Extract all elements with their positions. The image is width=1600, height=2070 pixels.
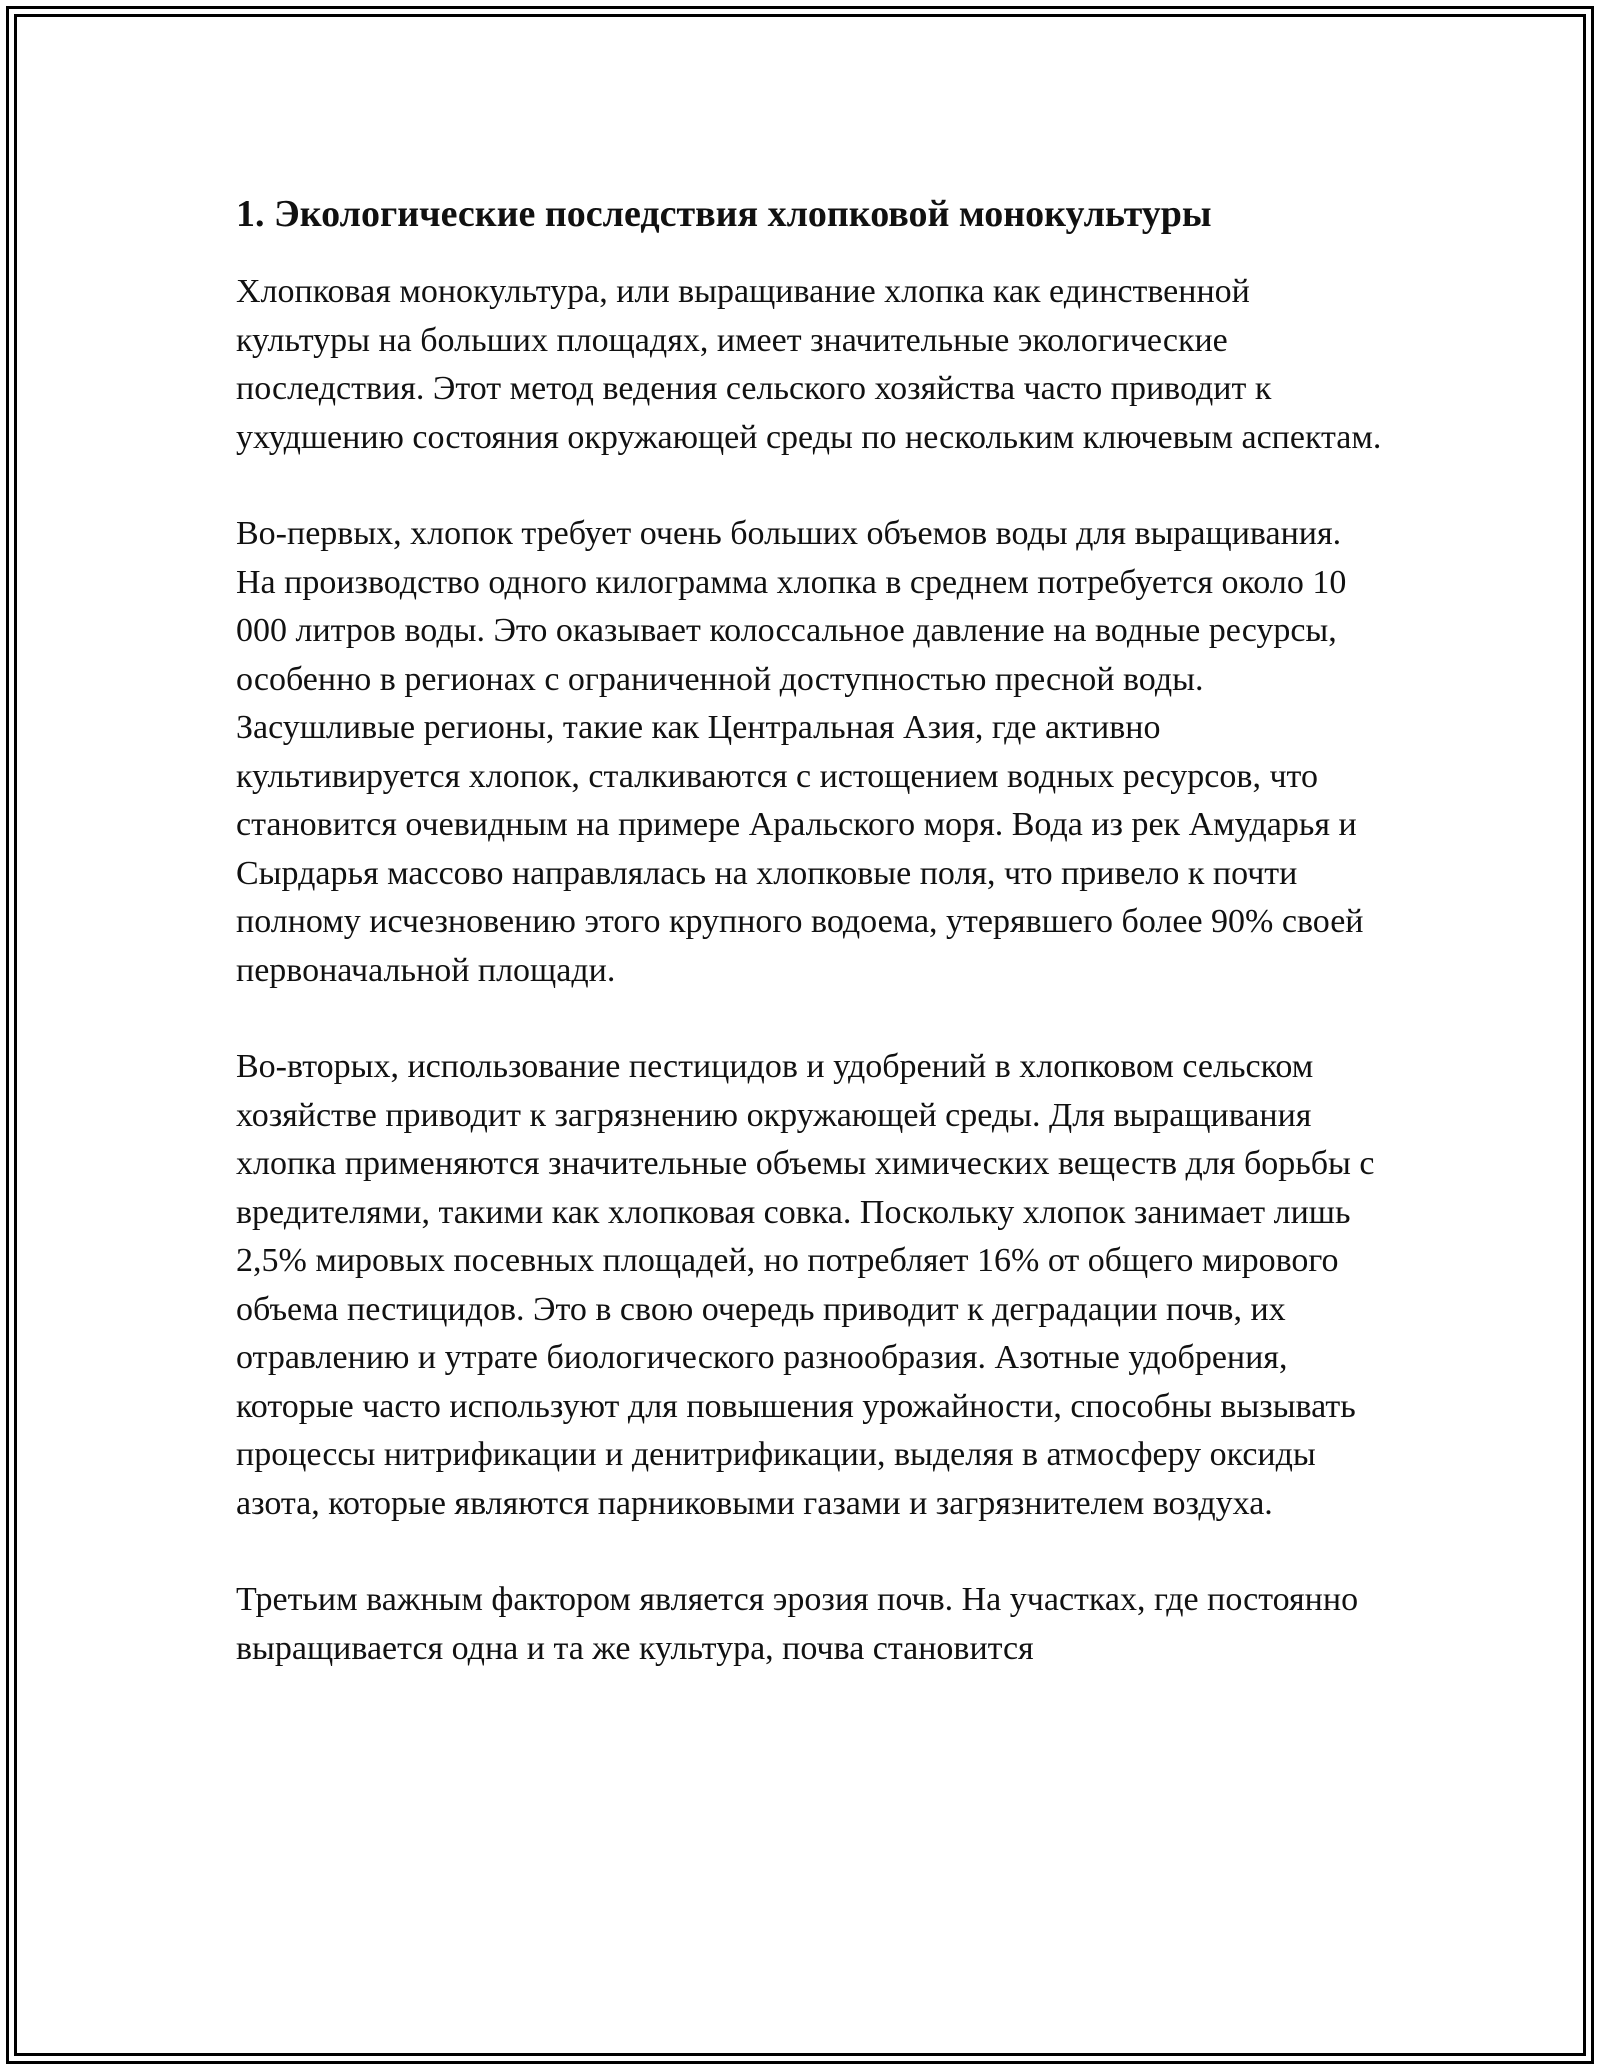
- document-body: [236, 186, 1386, 1721]
- paragraph-intro: Хлопковая монокультура, или выращивание хлопка как единственной культуры на больших площадях, имеет значительные экологические последствия. Этот метод ведения сельского хозяйства часто приводит к ухудшению состояния окружающей среды по нескольким ключевым аспектам.: [236, 273, 1382, 456]
- section-title: 1. Экологические последствия хлопковой монокультуры: [236, 193, 1212, 235]
- paragraph-water: Во-первых, хлопок требует очень больших объемов воды для выращивания. На производство одного килограмма хлопка в среднем потребуется около 10 000 литров воды. Это оказывает колоссальное давление на водные ресурсы, особенно в регионах с ограниченной доступностью пресной воды. Засушливые регионы, такие как Центральная Азия, где активно культивируется хлопок, сталкиваются с истощением водных ресурсов, что становится очевидным на примере Аральского моря. Вода из рек Амударья и Сырдарья массово направлялась на хлопковые поля, что привело к почти полному исчезновению этого крупного водоема, утерявшего более 90% своей первоначальной площади.: [236, 515, 1364, 989]
- paragraph-pesticides: Во-вторых, использование пестицидов и удобрений в хлопковом сельском хозяйстве приводит к загрязнению окружающей среды. Для выращивания хлопка применяются значительные объемы химических веществ для борьбы с вредителями, такими как хлопковая совка. Поскольку хлопок занимает лишь 2,5% мировых посевных площадей, но потребляет 16% от общего мирового объема пестицидов. Это в свою очередь приводит к деградации почв, их отравлению и утрате биологического разнообразия. Азотные удобрения, которые часто используют для повышения урожайности, способны вызывать процессы нитрификации и денитрификации, выделяя в атмосферу оксиды азота, которые являются парниковыми газами и загрязнителем воздуха.: [236, 1048, 1375, 1522]
- paragraph-erosion: Третьим важным фактором является эрозия почв. На участках, где постоянно выращивается одна и та же культура, почва становится: [236, 1581, 1359, 1667]
